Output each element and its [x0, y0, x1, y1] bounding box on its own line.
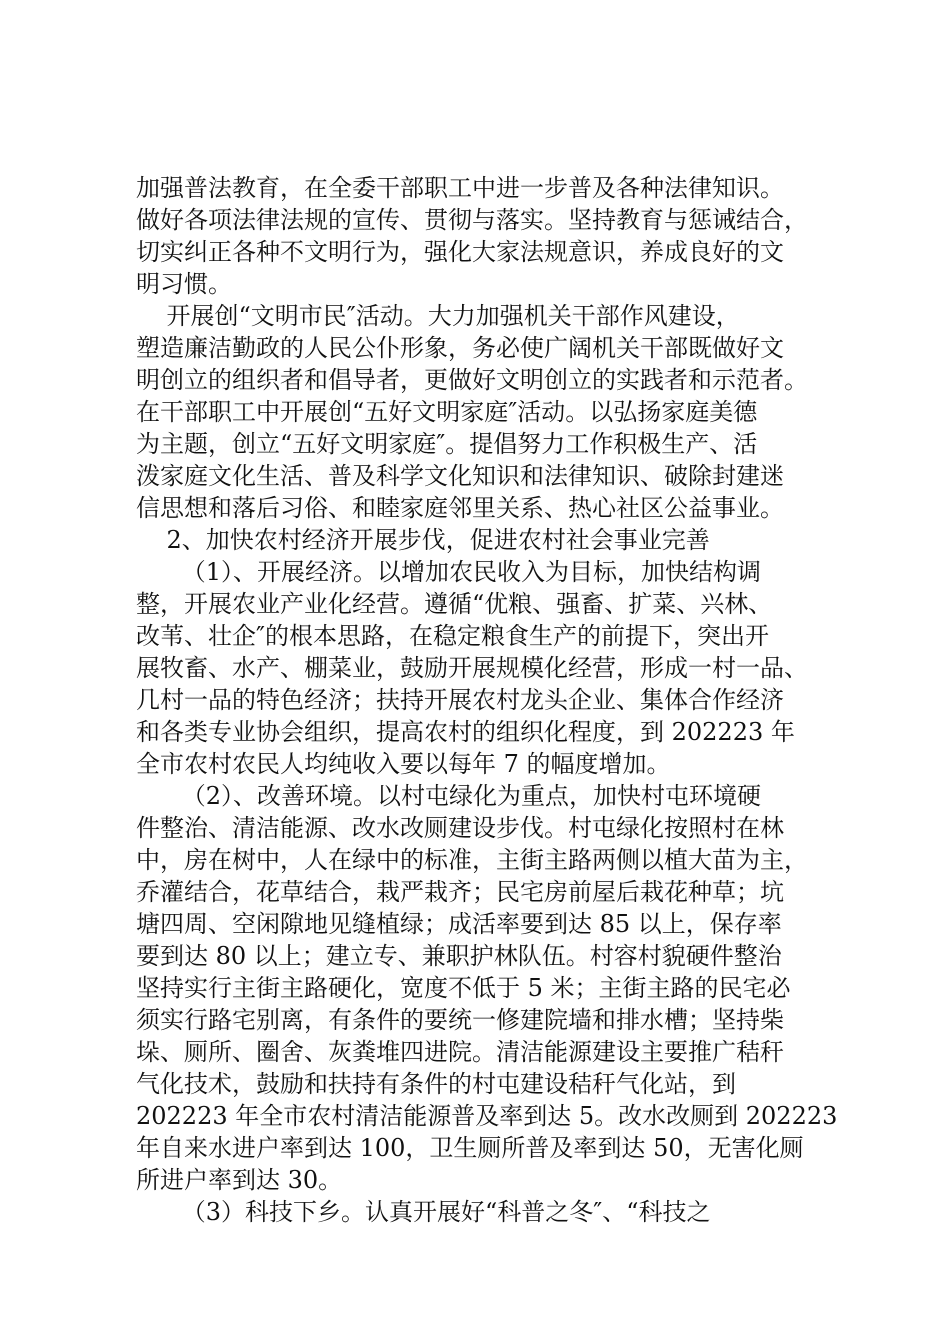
text-line: 和各类专业协会组织，提高农村的组织化程度，到 202223 年	[136, 718, 795, 746]
text-line: 塘四周、空闲隙地见缝植绿；成活率要到达 85 以上，保存率	[136, 910, 782, 938]
text-line: （2）、改善环境。以村屯绿化为重点，加快村屯环境硬	[136, 782, 762, 810]
text-line: 加强普法教育，在全委干部职工中进一步普及各种法律知识。	[136, 174, 784, 202]
text-line: 几村一品的特色经济；扶持开展农村龙头企业、集体合作经济	[136, 686, 784, 714]
text-line: 展牧畜、水产、棚菜业，鼓励开展规模化经营，形成一村一品、	[136, 654, 808, 682]
text-line: 做好各项法律法规的宣传、贯彻与落实。坚持教育与惩诫结合，	[136, 206, 808, 234]
text-line: 年自来水进户率到达 100，卫生厕所普及率到达 50，无害化厕	[136, 1134, 804, 1162]
text-line: 明习惯。	[136, 270, 232, 298]
text-line: 塑造廉洁勤政的人民公仆形象，务必使广阔机关干部既做好文	[136, 334, 784, 362]
text-line: 202223 年全市农村清洁能源普及率到达 5。改水改厕到 202223	[136, 1102, 838, 1130]
text-line: 切实纠正各种不文明行为，强化大家法规意识，养成良好的文	[136, 238, 784, 266]
text-line: 整，开展农业产业化经营。遵循“优粮、强畜、扩菜、兴林、	[136, 590, 773, 618]
text-line: 所进户率到达 30。	[136, 1166, 343, 1194]
text-line: 明创立的组织者和倡导者，更做好文明创立的实践者和示范者。	[136, 366, 808, 394]
text-line: 改苇、壮企″的根本思路，在稳定粮食生产的前提下，突出开	[136, 622, 769, 650]
text-line: 开展创“文明市民″活动。大力加强机关干部作风建设，	[136, 302, 740, 330]
text-line: 泼家庭文化生活、普及科学文化知识和法律知识、破除封建迷	[136, 462, 784, 490]
text-line: （1）、开展经济。以增加农民收入为目标，加快结构调	[136, 558, 762, 586]
text-line: 须实行路宅别离，有条件的要统一修建院墙和排水槽；坚持柴	[136, 1006, 784, 1034]
text-line: 乔灌结合，花草结合，栽严栽齐；民宅房前屋后栽花种草；坑	[136, 878, 784, 906]
text-line: 中，房在树中，人在绿中的标准，主街主路两侧以植大苗为主，	[136, 846, 808, 874]
text-line: 气化技术，鼓励和扶持有条件的村屯建设秸秆气化站，到	[136, 1070, 736, 1098]
text-line: 全市农村农民人均纯收入要以每年 7 的幅度增加。	[136, 750, 671, 778]
text-line: 件整治、清洁能源、改水改厕建设步伐。村屯绿化按照村在林	[136, 814, 784, 842]
text-line: 坚持实行主街主路硬化，宽度不低于 5 米；主街主路的民宅必	[136, 974, 791, 1002]
text-line: 垛、厕所、圈舍、灰粪堆四进院。清洁能源建设主要推广秸秆	[136, 1038, 784, 1066]
text-line: 在干部职工中开展创“五好文明家庭″活动。以弘扬家庭美德	[136, 398, 758, 426]
text-line: 为主题，创立“五好文明家庭″。提倡努力工作积极生产、活	[136, 430, 758, 458]
document-body	[136, 172, 836, 1228]
text-line: 要到达 80 以上；建立专、兼职护林队伍。村容村貌硬件整治	[136, 942, 782, 970]
text-line: 2、加快农村经济开展步伐，促进农村社会事业完善	[136, 526, 710, 554]
text-line: （3）科技下乡。认真开展好“科普之冬″、“科技之	[136, 1198, 711, 1226]
text-line: 信思想和落后习俗、和睦家庭邻里关系、热心社区公益事业。	[136, 494, 784, 522]
